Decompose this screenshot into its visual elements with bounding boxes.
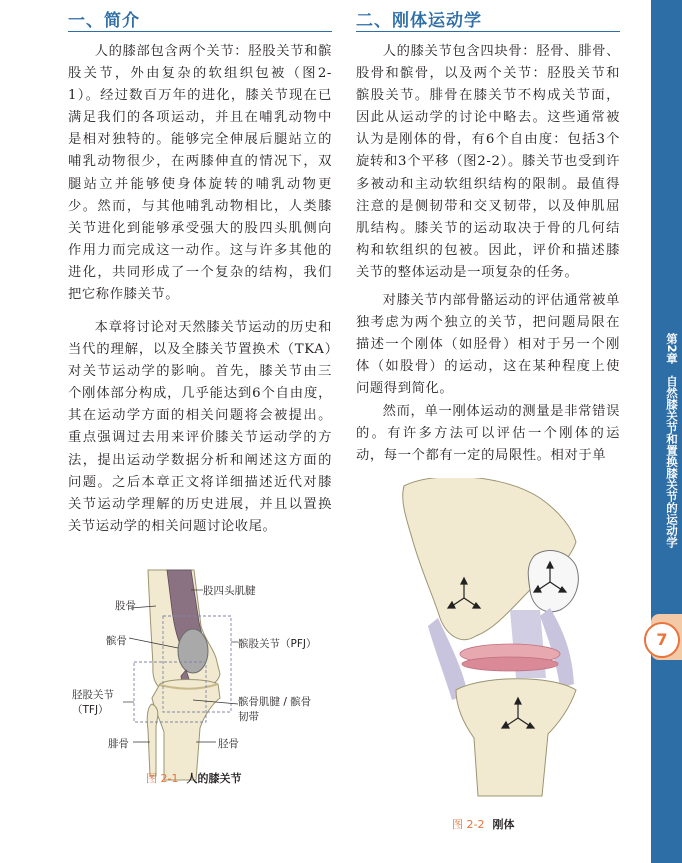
caption-title: 刚体: [492, 818, 515, 831]
caption-number: 图 2-2: [452, 818, 485, 831]
chapter-title: 第2章 自然膝关节和置换膝关节的运动学: [665, 333, 679, 549]
heading-divider: [356, 31, 620, 32]
label-fibula: 腓骨: [108, 738, 129, 750]
page-number: 7: [644, 622, 680, 658]
paragraph: 人的膝关节包含四块骨：胫骨、腓骨、股骨和髌骨，以及两个关节：胫股关节和髌股关节。腓骨在膝关节不构成关节面，因此从运动学的讨论中略去。这些通常被认为是刚体的骨，有6个自由度：包括3个旋转和3个平移（图2-2）。膝关节也受到许多被动和主动软组织结构的限制。最值得注意的是侧韧带和交叉韧带，以及伸肌屈肌结构。膝关节的运动取决于骨的几何结构和软组织的包被。因此，评价和描述膝关节的整体运动是一项复杂的任务。: [356, 44, 620, 280]
caption-title: 人的膝关节: [186, 772, 242, 785]
heading-divider: [68, 31, 332, 32]
label-femur: 股骨: [115, 600, 136, 612]
section-heading-rigid-body-kinematics: 二、刚体运动学: [356, 11, 482, 31]
label-pfj: 髌股关节（PFJ）: [238, 638, 317, 650]
label-tibia: 胫骨: [218, 738, 239, 750]
figure-knee-joint: [68, 566, 332, 788]
figure-caption: [452, 816, 514, 832]
section-heading-introduction: 一、简介: [68, 11, 140, 31]
label-patellar-tendon: 髌骨肌腱 / 髌骨 韧带: [238, 696, 312, 723]
paragraph: 本章将讨论对天然膝关节运动的历史和当代的理解，以及全膝关节置换术（TKA）对关节运动学的影响。首先，膝关节由三个刚体部分构成，几乎能达到6个自由度，其在运动学方面的相关问题将会被提出。重点强调过去用来评价膝关节运动学的方法，提出运动学数据分析和阐述这方面的问题。之后本章正文将详细描述近代对膝关节运动学理解的历史进展，并且以置换关节运动学的相关问题讨论收尾。: [68, 320, 332, 534]
paragraph: 人的膝部包含两个关节：胫股关节和髌股关节，外由复杂的软组织包被（图2-1）。经过数百万年的进化，膝关节现在已满足我们的各项运动，并且在哺乳动物中是相对独特的。能够完全伸展后腿站立的哺乳动物很少，在两膝伸直的情况下，双腿站立并能够使身体旋转的哺乳动物更少。然而，与其他哺乳动物相比，人类膝关节进化到能够承受强大的股四头肌侧向作用力而完成这一动作。这与许多其他的进化，共同形成了一个复杂的结构，我们把它称作膝关节。: [68, 44, 332, 303]
knee-joint-illustration: [68, 566, 332, 788]
caption-number: 图 2-1: [146, 772, 179, 785]
paragraph: 对膝关节内部骨骼运动的评估通常被单独考虑为两个独立的关节，把问题局限在描述一个刚体（如胫骨）相对于另一个刚体（如股骨）的运动，这在某种程度上使问题得到简化。: [356, 293, 620, 397]
rigid-body-illustration: [400, 478, 610, 798]
label-patella: 髌骨: [106, 635, 127, 647]
label-tfj: 胫股关节 （TFJ）: [72, 689, 114, 716]
figure-caption: [146, 770, 241, 786]
paragraph: 然而，单一刚体运动的测量是非常错误的。有许多方法可以评估一个刚体的运动，每一个都有一定的局限性。相对于单: [356, 404, 620, 464]
label-quadriceps-tendon: 股四头肌腱: [203, 585, 256, 597]
